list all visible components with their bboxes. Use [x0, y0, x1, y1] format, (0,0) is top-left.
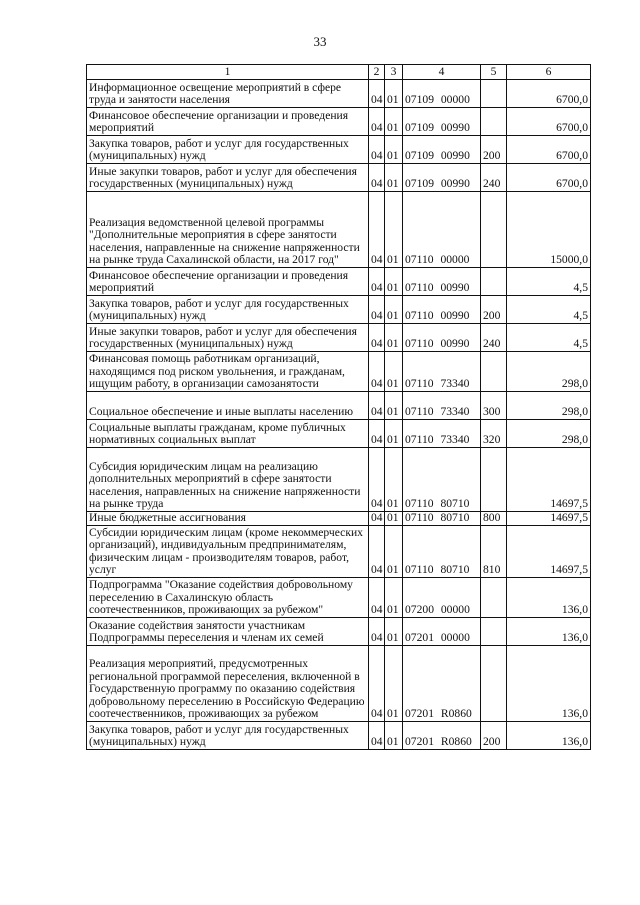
row-expense-type	[481, 578, 507, 618]
row-target-article: 07110 00000	[403, 192, 481, 268]
row-name: Социальное обеспечение и иные выплаты населению	[87, 392, 369, 420]
row-amount: 6700,0	[507, 80, 591, 108]
row-expense-type: 800	[481, 512, 507, 526]
header-col-5: 5	[481, 65, 507, 80]
row-amount: 4,5	[507, 324, 591, 352]
table-row	[87, 722, 591, 750]
row-subsection: 01	[385, 324, 403, 352]
row-target-article: 07110 00990	[403, 324, 481, 352]
row-amount: 14697,5	[507, 526, 591, 578]
row-section: 04	[369, 512, 385, 526]
row-target-article: 07201 00000	[403, 618, 481, 646]
row-amount: 4,5	[507, 268, 591, 296]
header-col-1: 1	[87, 65, 369, 80]
row-name: Субсидии юридическим лицам (кроме некоммерческих организаций), индивидуальным предпринимателям, физическим лицам - производителям товаров, работ, услуг	[87, 526, 369, 578]
row-expense-type	[481, 646, 507, 722]
row-section: 04	[369, 448, 385, 512]
table-row	[87, 526, 591, 578]
row-subsection: 01	[385, 80, 403, 108]
table-row	[87, 192, 591, 268]
row-target-article: 07201 R0860	[403, 722, 481, 750]
row-expense-type: 300	[481, 392, 507, 420]
row-subsection: 01	[385, 296, 403, 324]
row-subsection: 01	[385, 268, 403, 296]
row-section: 04	[369, 108, 385, 136]
table-row	[87, 352, 591, 392]
row-name: Социальные выплаты гражданам, кроме публичных нормативных социальных выплат	[87, 420, 369, 448]
row-amount: 6700,0	[507, 136, 591, 164]
row-section: 04	[369, 578, 385, 618]
row-target-article: 07109 00990	[403, 164, 481, 192]
header-col-2: 2	[369, 65, 385, 80]
header-col-4: 4	[403, 65, 481, 80]
row-name: Реализация ведомственной целевой программы "Дополнительные мероприятия в сфере занятости населения, направленные на снижение напряженности на рынке труда Сахалинской области, на 2017 год"	[87, 192, 369, 268]
row-subsection: 01	[385, 512, 403, 526]
row-amount: 136,0	[507, 618, 591, 646]
row-expense-type: 200	[481, 722, 507, 750]
row-target-article: 07110 00990	[403, 296, 481, 324]
row-name: Информационное освещение мероприятий в сфере труда и занятости населения	[87, 80, 369, 108]
row-name: Подпрограмма "Оказание содействия добровольному переселению в Сахалинскую область соотечественников, проживающих за рубежом"	[87, 578, 369, 618]
row-section: 04	[369, 136, 385, 164]
row-section: 04	[369, 352, 385, 392]
header-row	[87, 65, 591, 80]
row-name: Закупка товаров, работ и услуг для государственных (муниципальных) нужд	[87, 296, 369, 324]
row-amount: 298,0	[507, 352, 591, 392]
row-expense-type	[481, 352, 507, 392]
row-subsection: 01	[385, 108, 403, 136]
row-section: 04	[369, 296, 385, 324]
row-section: 04	[369, 324, 385, 352]
table-row	[87, 80, 591, 108]
row-subsection: 01	[385, 192, 403, 268]
row-target-article: 07109 00000	[403, 80, 481, 108]
row-amount: 136,0	[507, 722, 591, 750]
row-expense-type: 320	[481, 420, 507, 448]
row-subsection: 01	[385, 578, 403, 618]
row-section: 04	[369, 164, 385, 192]
row-subsection: 01	[385, 392, 403, 420]
row-subsection: 01	[385, 164, 403, 192]
row-name: Реализация мероприятий, предусмотренных региональной программой переселения, включенной в Государственную программу по оказанию содействия добровольному переселению в Российскую Федерацию соотечественников, проживающих за рубежом	[87, 646, 369, 722]
row-name: Финансовое обеспечение организации и проведения мероприятий	[87, 268, 369, 296]
row-amount: 15000,0	[507, 192, 591, 268]
table-body	[87, 80, 591, 750]
row-expense-type	[481, 618, 507, 646]
row-target-article: 07110 80710	[403, 448, 481, 512]
row-section: 04	[369, 268, 385, 296]
row-target-article: 07110 80710	[403, 512, 481, 526]
table-row	[87, 392, 591, 420]
row-section: 04	[369, 392, 385, 420]
row-name: Иные закупки товаров, работ и услуг для обеспечения государственных (муниципальных) нужд	[87, 164, 369, 192]
row-subsection: 01	[385, 136, 403, 164]
row-name: Закупка товаров, работ и услуг для государственных (муниципальных) нужд	[87, 136, 369, 164]
table-row	[87, 512, 591, 526]
row-expense-type	[481, 80, 507, 108]
row-section: 04	[369, 80, 385, 108]
row-subsection: 01	[385, 526, 403, 578]
row-target-article: 07110 73340	[403, 392, 481, 420]
table-row	[87, 578, 591, 618]
table-row	[87, 324, 591, 352]
row-subsection: 01	[385, 448, 403, 512]
page-number: 33	[313, 34, 327, 49]
row-amount: 6700,0	[507, 108, 591, 136]
row-subsection: 01	[385, 646, 403, 722]
row-section: 04	[369, 722, 385, 750]
table-row	[87, 646, 591, 722]
table-row	[87, 268, 591, 296]
row-amount: 6700,0	[507, 164, 591, 192]
row-section: 04	[369, 192, 385, 268]
header-col-6: 6	[507, 65, 591, 80]
row-name: Субсидия юридическим лицам на реализацию дополнительных мероприятий в сфере занятости населения, направленных на снижение напряженности на рынке труда	[87, 448, 369, 512]
row-amount: 298,0	[507, 392, 591, 420]
row-section: 04	[369, 526, 385, 578]
row-target-article: 07110 80710	[403, 526, 481, 578]
row-expense-type: 200	[481, 296, 507, 324]
row-name: Иные бюджетные ассигнования	[87, 512, 369, 526]
table-row	[87, 618, 591, 646]
row-name: Закупка товаров, работ и услуг для государственных (муниципальных) нужд	[87, 722, 369, 750]
row-target-article: 07109 00990	[403, 108, 481, 136]
row-subsection: 01	[385, 722, 403, 750]
row-expense-type	[481, 108, 507, 136]
table-row	[87, 296, 591, 324]
row-expense-type	[481, 268, 507, 296]
row-expense-type: 240	[481, 164, 507, 192]
row-target-article: 07110 73340	[403, 352, 481, 392]
row-section: 04	[369, 646, 385, 722]
row-subsection: 01	[385, 352, 403, 392]
row-name: Оказание содействия занятости участникам Подпрограммы переселения и членам их семей	[87, 618, 369, 646]
row-name: Финансовая помощь работникам организаций, находящимся под риском увольнения, и гражданам, ищущим работу, в организации самозанятости	[87, 352, 369, 392]
budget-table	[86, 64, 591, 750]
row-amount: 136,0	[507, 578, 591, 618]
row-name: Иные закупки товаров, работ и услуг для обеспечения государственных (муниципальных) нужд	[87, 324, 369, 352]
row-expense-type	[481, 448, 507, 512]
row-target-article: 07110 00990	[403, 268, 481, 296]
row-expense-type: 810	[481, 526, 507, 578]
row-section: 04	[369, 618, 385, 646]
row-amount: 14697,5	[507, 448, 591, 512]
row-amount: 4,5	[507, 296, 591, 324]
row-expense-type: 200	[481, 136, 507, 164]
row-target-article: 07110 73340	[403, 420, 481, 448]
table-row	[87, 108, 591, 136]
row-expense-type	[481, 192, 507, 268]
row-target-article: 07109 00990	[403, 136, 481, 164]
header-col-3: 3	[385, 65, 403, 80]
row-section: 04	[369, 420, 385, 448]
row-name: Финансовое обеспечение организации и проведения мероприятий	[87, 108, 369, 136]
table-row	[87, 136, 591, 164]
table-row	[87, 448, 591, 512]
row-amount: 136,0	[507, 646, 591, 722]
row-subsection: 01	[385, 618, 403, 646]
row-target-article: 07201 R0860	[403, 646, 481, 722]
row-amount: 14697,5	[507, 512, 591, 526]
table-row	[87, 420, 591, 448]
row-expense-type: 240	[481, 324, 507, 352]
row-subsection: 01	[385, 420, 403, 448]
row-amount: 298,0	[507, 420, 591, 448]
row-target-article: 07200 00000	[403, 578, 481, 618]
table-row	[87, 164, 591, 192]
